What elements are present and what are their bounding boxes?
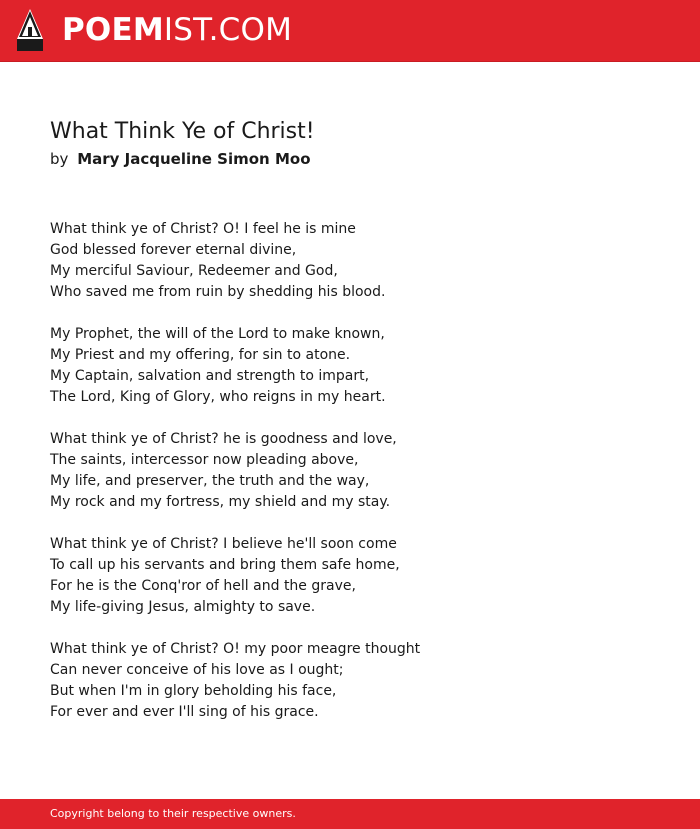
poem-line: My life, and preserver, the truth and the way, <box>50 473 370 489</box>
poem-line: What think ye of Christ? he is goodness and love, <box>50 431 397 447</box>
logo-bold-part: POEM <box>62 12 164 48</box>
poem-line: What think ye of Christ? I believe he'll soon come <box>50 536 397 552</box>
poem-line: But when I'm in glory beholding his face, <box>50 683 337 699</box>
stanza <box>50 219 650 303</box>
poem-line: Can never conceive of his love as I ought; <box>50 662 344 678</box>
byline <box>50 148 311 170</box>
poem-title: What Think Ye of Christ! <box>50 119 315 144</box>
poem-line: My life-giving Jesus, almighty to save. <box>50 599 316 615</box>
poem-line: My Captain, salvation and strength to impart, <box>50 368 370 384</box>
pencil-tip-icon <box>17 9 43 51</box>
by-label: by <box>50 150 69 168</box>
poem-line: The Lord, King of Glory, who reigns in my heart. <box>50 389 386 405</box>
poem-line: My Priest and my offering, for sin to atone. <box>50 347 351 363</box>
logo-light-part: IST.COM <box>163 12 293 48</box>
stanza <box>50 429 650 513</box>
poem-line: What think ye of Christ? O! my poor meagre thought <box>50 641 421 657</box>
poem-line: What think ye of Christ? O! I feel he is mine <box>50 221 356 237</box>
site-header <box>0 0 700 62</box>
site-logo-text <box>62 12 292 48</box>
poem-line: Who saved me from ruin by shedding his blood. <box>50 284 386 300</box>
poem-line: The saints, intercessor now pleading above, <box>50 452 359 468</box>
poem-line: My Prophet, the will of the Lord to make known, <box>50 326 385 342</box>
stanza <box>50 324 650 408</box>
stanza <box>50 534 650 618</box>
poem-line: My merciful Saviour, Redeemer and God, <box>50 263 338 279</box>
author-link[interactable]: Mary Jacqueline Simon Moo <box>77 150 311 168</box>
poem-line: God blessed forever eternal divine, <box>50 242 297 258</box>
poem-line: For he is the Conq'ror of hell and the grave, <box>50 578 356 594</box>
copyright-notice: Copyright belong to their respective owners. <box>50 807 296 820</box>
poem-body <box>50 219 650 744</box>
poem-line: To call up his servants and bring them safe home, <box>50 557 400 573</box>
poem-line: My rock and my fortress, my shield and my stay. <box>50 494 391 510</box>
site-footer <box>0 799 700 829</box>
poem-line: For ever and ever I'll sing of his grace. <box>50 704 319 720</box>
stanza <box>50 639 650 723</box>
